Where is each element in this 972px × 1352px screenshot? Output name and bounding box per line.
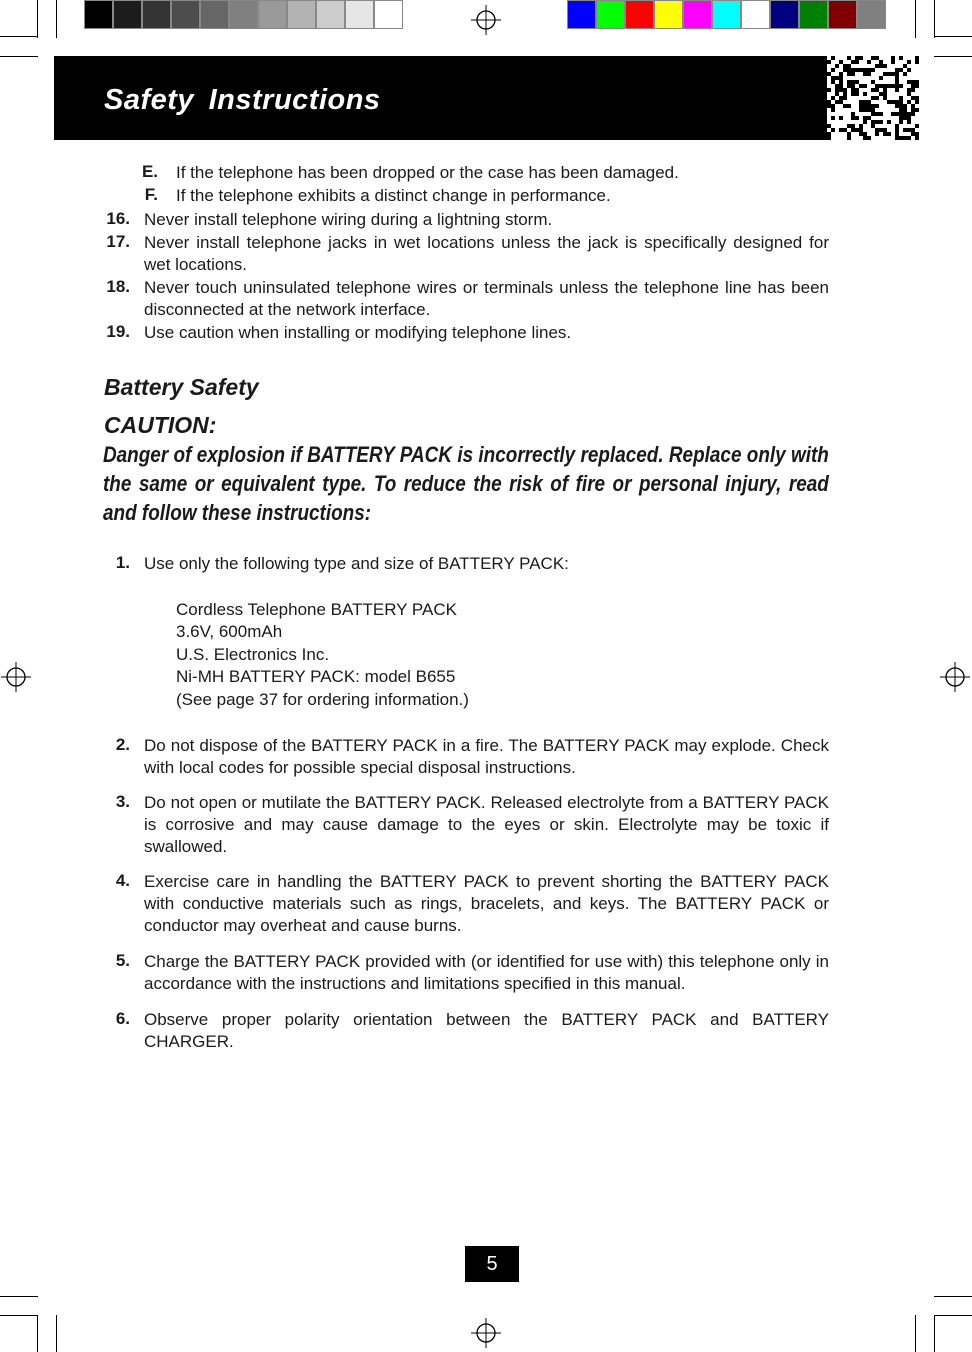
gray-swatch (113, 0, 142, 29)
color-swatch (828, 0, 857, 29)
list-item-marker: 18. (106, 277, 130, 296)
registration-target-icon (1, 662, 31, 692)
crop-mark (934, 56, 972, 57)
color-swatch (712, 0, 741, 29)
battery-spec-line: Ni-MH BATTERY PACK: model B655 (176, 667, 456, 686)
gray-swatch (258, 0, 287, 29)
gray-swatch (142, 0, 171, 29)
gray-swatch (171, 0, 200, 29)
crop-mark (934, 0, 935, 38)
crop-mark (915, 1315, 916, 1352)
crop-mark (0, 1315, 38, 1316)
list-item-marker: 3. (115, 792, 130, 811)
gray-swatch (229, 0, 258, 29)
gray-swatch (84, 0, 113, 29)
list-item-marker: 17. (106, 232, 130, 251)
registration-target-icon (471, 5, 501, 35)
list-item-marker: 19. (106, 322, 130, 341)
battery-spec-line: Cordless Telephone BATTERY PACK (176, 600, 457, 619)
list-item-text: Observe proper polarity orientation between the BATTERY PACK and BATTERY CHARGER. (144, 1010, 829, 1051)
list-item-marker: E. (141, 162, 158, 181)
color-swatch (770, 0, 799, 29)
crop-mark (915, 0, 916, 38)
color-swatch (857, 0, 886, 29)
list-item-text: Do not open or mutilate the BATTERY PACK. Released electrolyte from a BATTERY PACK is corrosive and may cause damage to the eyes or skin. Electrolyte may be toxic if swallowed. (144, 793, 829, 856)
crop-mark (934, 1315, 935, 1352)
crop-mark (56, 1315, 57, 1352)
gray-swatch (200, 0, 229, 29)
crop-mark (56, 0, 57, 38)
color-swatch (683, 0, 712, 29)
crop-mark (934, 36, 972, 37)
list-item-marker: 2. (115, 735, 130, 754)
page-number: 5 (465, 1246, 519, 1282)
list-item-text: Never install telephone jacks in wet locations unless the jack is specifically designed for wet locations. (144, 233, 829, 274)
list-item-text: Never touch uninsulated telephone wires or terminals unless the telephone line has been disconnected at the network interface. (144, 278, 829, 319)
list-item-marker: 6. (115, 1009, 130, 1028)
battery-spec-line: 3.6V, 600mAh (176, 622, 283, 641)
crop-mark (0, 56, 38, 57)
list-item-marker: F. (144, 185, 158, 204)
registration-target-icon (471, 1318, 501, 1348)
gray-swatch (374, 0, 403, 29)
color-swatch (654, 0, 683, 29)
list-item-text: Exercise care in handling the BATTERY PACK to prevent shorting the BATTERY PACK with conductive materials such as rings, bracelets, and keys. The BATTERY PACK or conductor may overheat and cause burns. (144, 872, 829, 935)
color-swatch (799, 0, 828, 29)
list-item-text: Use caution when installing or modifying telephone lines. (144, 323, 572, 342)
grayscale-bar (84, 0, 403, 30)
list-item-marker: 5. (115, 951, 130, 970)
list-item-text: Use only the following type and size of BATTERY PACK: (144, 554, 569, 573)
list-item-text: Do not dispose of the BATTERY PACK in a fire. The BATTERY PACK may explode. Check with local codes for possible special disposal instructions. (144, 736, 829, 777)
battery-spec-line: U.S. Electronics Inc. (176, 645, 330, 664)
list-item-marker: 1. (115, 553, 130, 572)
color-swatch (567, 0, 596, 29)
list-item-marker: 16. (106, 209, 130, 228)
color-swatch (596, 0, 625, 29)
list-item-text: Never install telephone wiring during a lightning storm. (144, 210, 553, 229)
section-heading: Battery Safety (104, 374, 259, 400)
color-swatch (625, 0, 654, 29)
gray-swatch (287, 0, 316, 29)
list-item-text: Charge the BATTERY PACK provided with (or identified for use with) this telephone only in accordance with the instructions and limitations specified in this manual. (144, 952, 829, 993)
crop-mark (0, 1296, 38, 1297)
crop-mark (37, 1315, 38, 1352)
gray-swatch (345, 0, 374, 29)
page-title: Safety Instructions (104, 84, 381, 116)
battery-spec-line: (See page 37 for ordering information.) (176, 690, 469, 709)
crop-mark (934, 1296, 972, 1297)
list-item-marker: 4. (115, 871, 130, 890)
gray-swatch (316, 0, 345, 29)
caution-warning: Danger of explosion if BATTERY PACK is incorrectly replaced. Replace only with the same or equivalent type. To reduce the risk of fire or personal injury, read and follow these instructions: (103, 442, 829, 525)
page-header (54, 56, 919, 140)
color-swatch (741, 0, 770, 29)
crop-mark (0, 36, 38, 37)
caution-label: CAUTION: (104, 412, 217, 438)
crop-mark (37, 0, 38, 38)
list-item-text: If the telephone has been dropped or the case has been damaged. (176, 163, 679, 182)
qr-code-icon (827, 56, 919, 140)
registration-target-icon (940, 662, 970, 692)
crop-mark (934, 1315, 972, 1316)
list-item-text: If the telephone exhibits a distinct change in performance. (176, 186, 611, 205)
color-calibration-bar (567, 0, 886, 30)
